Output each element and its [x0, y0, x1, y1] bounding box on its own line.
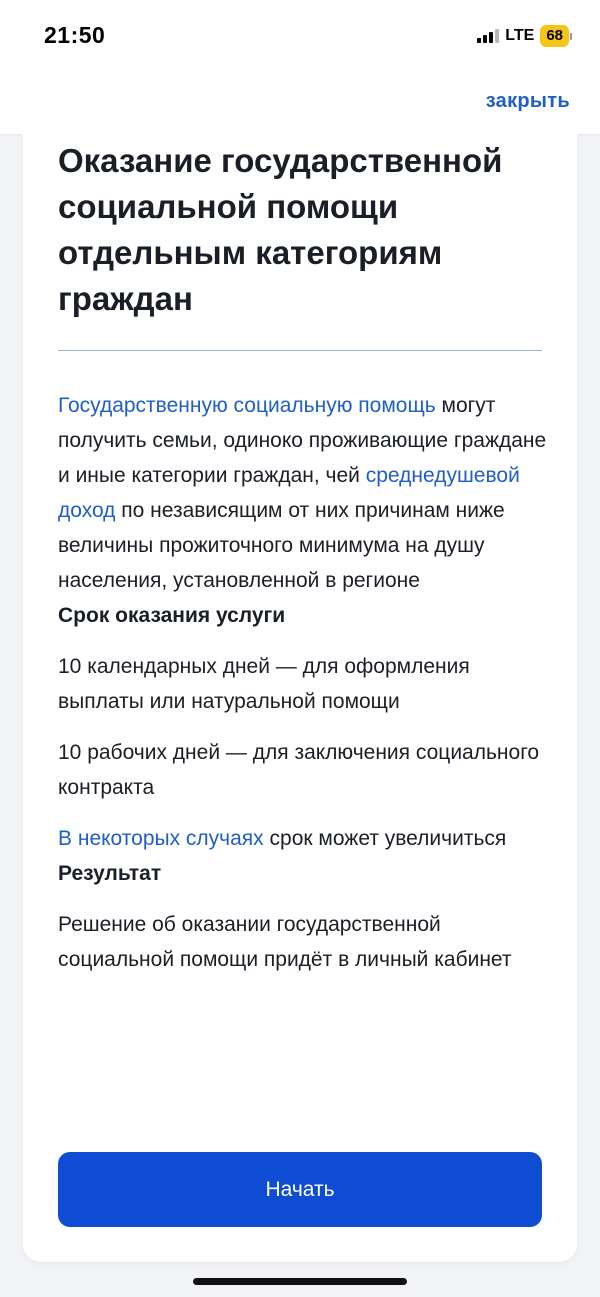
term-heading: Срок оказания услуги [58, 604, 286, 627]
network-label: LTE [505, 27, 535, 44]
result-heading: Результат [58, 862, 162, 885]
intro-text-2: по независящим от них причинам ниже величины прожиточного минимума на душу населения, установленной в регионе [58, 499, 505, 592]
term-item-working: 10 рабочих дней — для заключения социального контракта [58, 741, 540, 799]
extension-paragraph [58, 821, 548, 856]
term-item-calendar: 10 календарных дней — для оформления выплаты или натуральной помощи [58, 655, 470, 713]
divider [58, 350, 542, 351]
signal-icon [477, 29, 499, 43]
close-link[interactable]: закрыть [485, 90, 570, 112]
average-income-link[interactable]: среднедушевой доход [58, 464, 520, 522]
home-indicator[interactable] [193, 1278, 407, 1285]
top-bar [0, 72, 600, 134]
intro-text-1: могут получить семьи, одиноко проживающие граждане и иные категории граждан, чей [58, 394, 547, 487]
status-time: 21:50 [44, 22, 106, 48]
service-card [23, 134, 577, 1262]
page-title: Оказание государственной социальной помощи отдельным категориям граждан [58, 142, 503, 317]
result-text: Решение об оказании государственной социальной помощи придёт в личный кабинет [58, 913, 512, 971]
social-help-link[interactable]: Государственную социальную помощь [58, 394, 436, 417]
status-indicators [477, 25, 572, 47]
battery-tip [570, 33, 572, 40]
some-cases-link[interactable]: В некоторых случаях [58, 827, 264, 850]
start-button[interactable]: Начать [58, 1152, 542, 1227]
extension-text: срок может увеличиться [263, 827, 507, 850]
status-bar [0, 0, 600, 72]
battery-icon: 68 [540, 25, 569, 47]
intro-paragraph [58, 388, 548, 598]
service-description [58, 388, 548, 977]
